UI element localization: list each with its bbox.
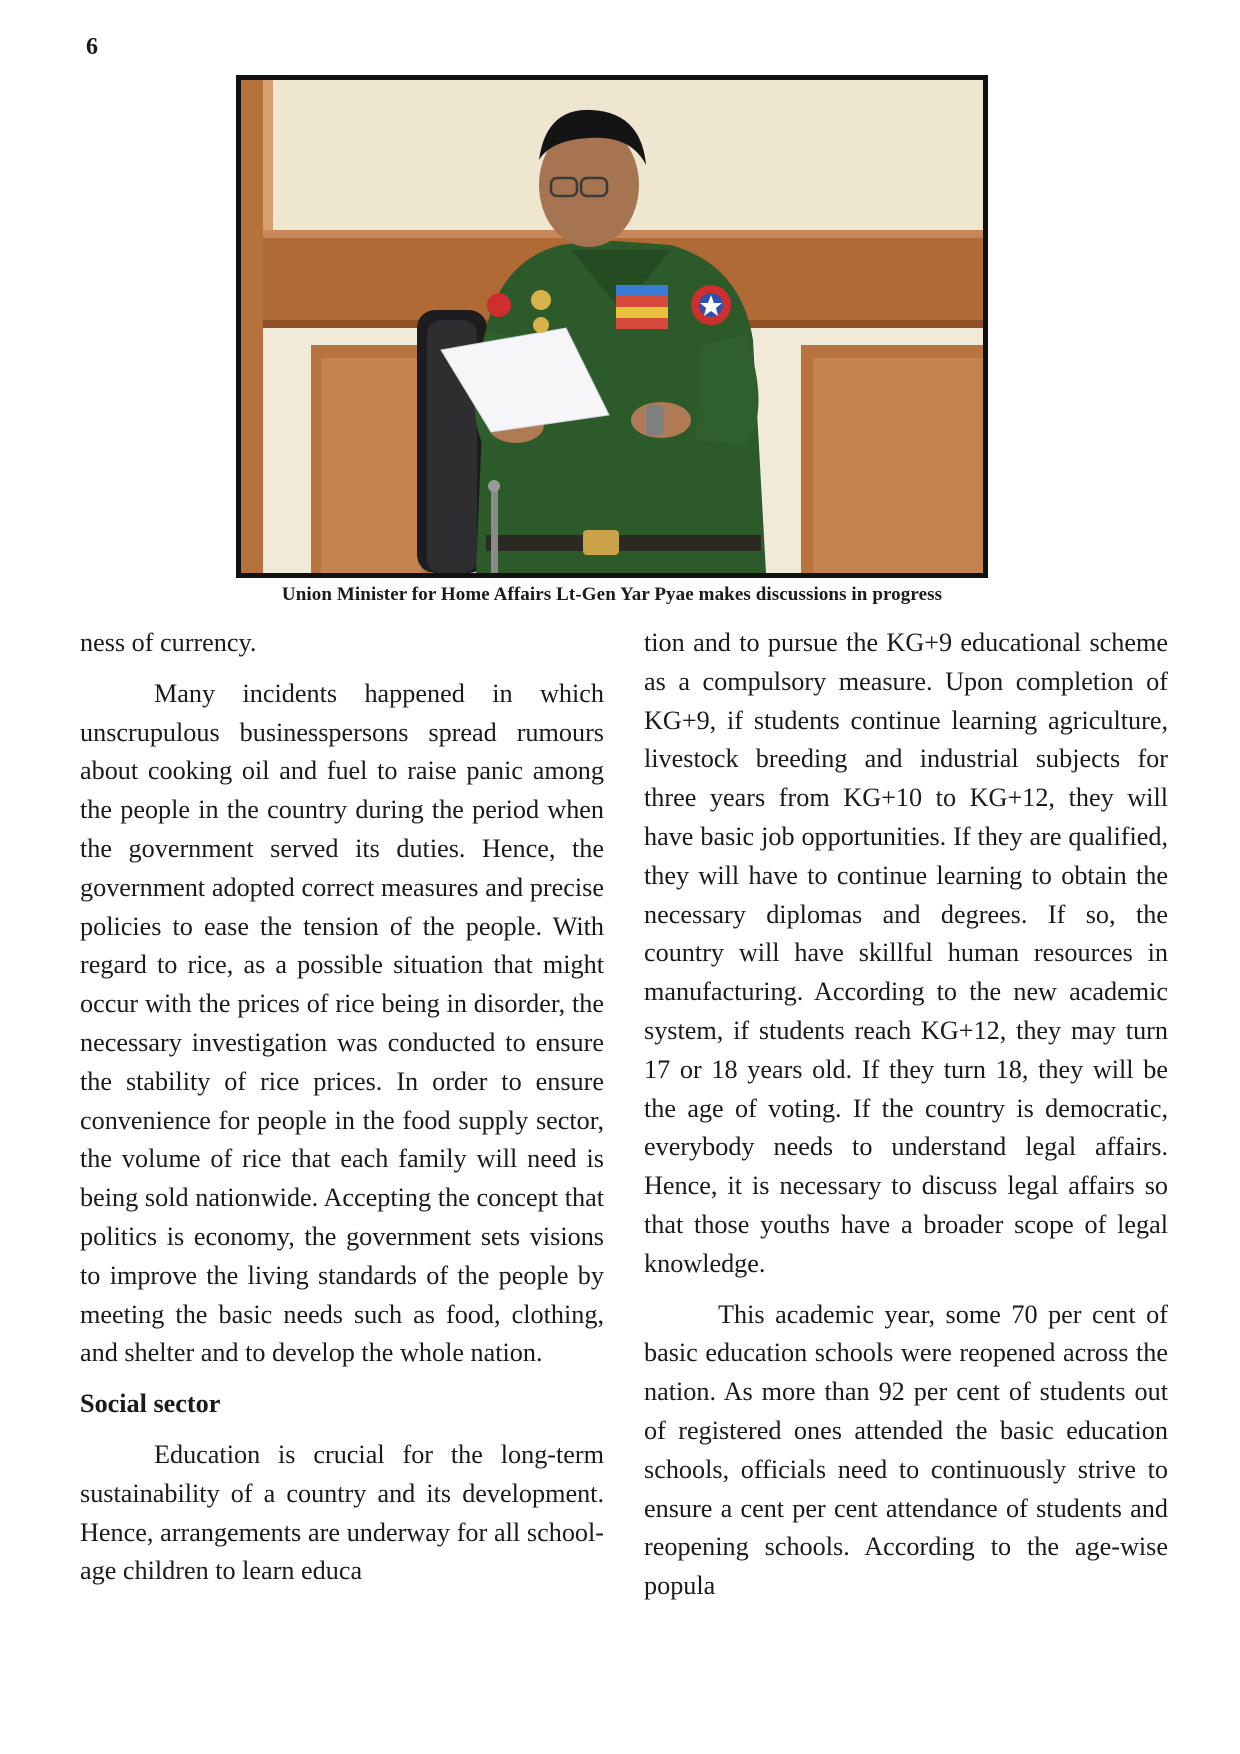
- paragraph: This academic year, some 70 per cent of basic education schools were reopened across the nation. As more than 92 per cent of students out of registered ones attended the basic education schools, officials need to continuously strive to ensure a cent per cent attendance of students and reopening schools. According to the age-wise popula: [644, 1299, 1168, 1601]
- paragraph: tion and to pursue the KG+9 educational scheme as a compulsory measure. Upon completion of KG+9, if students continue learning agriculture, livestock breeding and industrial subjects for three years from KG+10 to KG+12, they will have basic job opportunities. If they are qualified, they will have to continue learning to obtain the necessary diplomas and degrees. If so, the country will have skillful human resources in manufacturing. According to the new academic system, if students reach KG+12, they may turn 17 or 18 years old. If they turn 18, they will be the age of voting. If the country is democratic, everybody needs to understand legal affairs. Hence, it is necessary to discuss legal affairs so that those youths have a broader scope of legal knowledge.: [644, 628, 1168, 1278]
- minister-photo-illustration: [241, 80, 983, 573]
- photo-caption: Union Minister for Home Affairs Lt-Gen Yar Pyae makes discussions in progress: [281, 584, 943, 605]
- page-number: 6: [86, 34, 98, 60]
- article-right-column: [644, 624, 1168, 1618]
- article-left-column: [80, 624, 604, 1603]
- paragraph: Many incidents happened in which unscrupulous businesspersons spread rumours about cooking oil and fuel to raise panic among the people in the country during the period when the government served its duties. Hence, the government adopted correct measures and precise policies to ease the tension of the people. With regard to rice, as a possible situation that might occur with the prices of rice being in disorder, the necessary investigation was conducted to ensure the stability of rice prices. In order to ensure convenience for people in the food supply sector, the volume of rice that each family will need is being sold nationwide. Accepting the concept that politics is economy, the government sets visions to improve the living standards of the people by meeting the basic needs such as food, clothing, and shelter and to develop the whole nation.: [80, 678, 604, 1368]
- news-photo: [236, 75, 988, 578]
- section-heading: Social sector: [80, 1389, 221, 1419]
- paragraph: Education is crucial for the long-term sustainability of a country and its development. Hence, arrangements are underway for all school-age children to learn educa: [80, 1439, 604, 1586]
- paragraph: ness of currency.: [80, 628, 257, 657]
